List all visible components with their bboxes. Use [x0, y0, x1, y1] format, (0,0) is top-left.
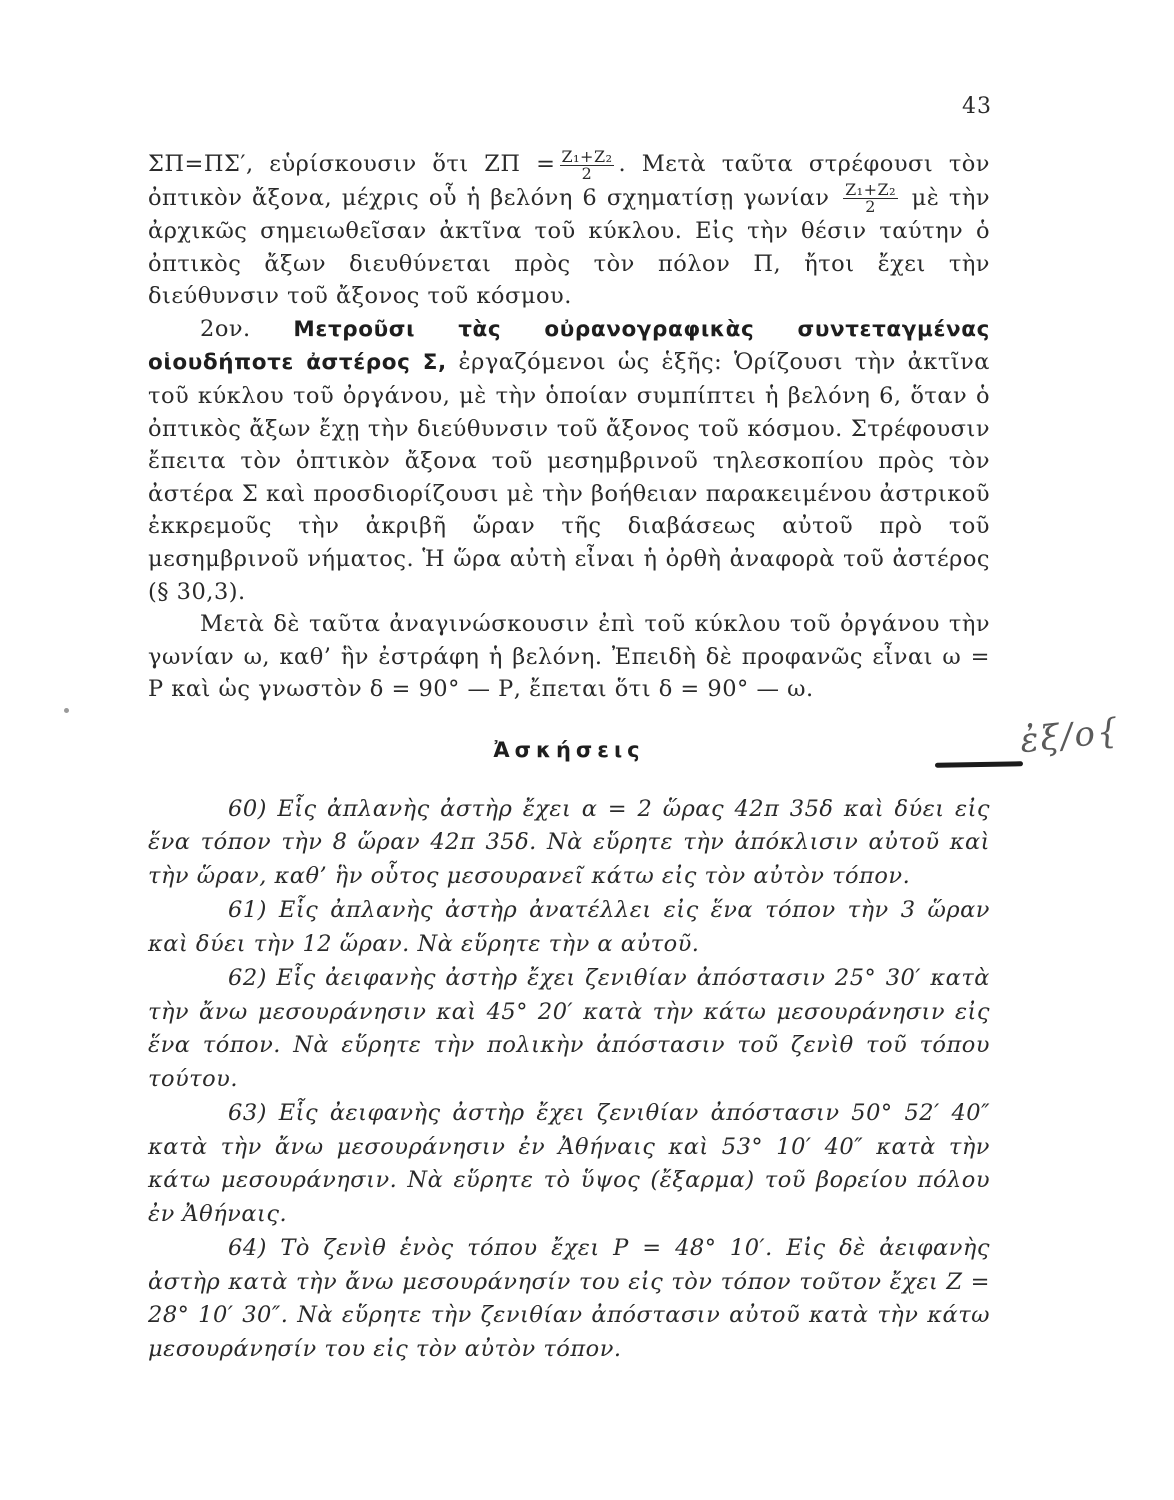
exercise-item	[148, 894, 990, 961]
fraction-numerator: Z₁+Z₂	[561, 146, 613, 166]
exercise-item	[148, 1097, 990, 1231]
exercise-number: 63)	[228, 1100, 267, 1126]
fraction-z1-z2	[560, 146, 615, 183]
second-method-paragraph	[148, 313, 990, 608]
exercise-number: 61)	[228, 897, 267, 923]
exercise-item	[148, 1232, 990, 1366]
exercise-number: 60)	[228, 795, 267, 822]
intro-text-a: ΣΠ=ΠΣ′, εὑρίσκουσιν ὅτι ΖΠ =	[148, 151, 556, 177]
page-number: 43	[962, 94, 992, 119]
ink-strike-mark	[935, 761, 1023, 768]
exercise-text: Τὸ ζενὶθ ἑνὸς τόπου ἔχει Ρ = 48° 10′. Εἰς δὲ ἀειφανὴς ἀστὴρ κατὰ τὴν ἄνω μεσουράνησίν του εἰς τὸν τόπον τοῦτον ἔχει Ζ = 28° 10′ 30″. Νὰ εὕρητε τὴν ζενιθίαν ἀπόστασιν αὐτοῦ κατὰ τὴν κάτω μεσουράνησίν του εἰς τὸν αὐτὸν τόπον.	[148, 1235, 990, 1362]
exercise-number: 64)	[228, 1235, 267, 1261]
main-text	[148, 148, 990, 1366]
second-method-text: ἐργαζόμενοι ὡς ἑξῆς: Ὁρίζουσι τὴν ἀκτῖνα τοῦ κύκλου τοῦ ὀργάνου, μὲ τὴν ὁποίαν συμπίπτει ἡ βελόνη 6, ὅταν ὁ ὀπτικὸς ἄξων ἔχῃ τὴν διεύθυνσιν τοῦ ἄξονος τοῦ κόσμου. Στρέφουσιν ἔπειτα τὸν ὀπτικὸν ἄξονα τοῦ μεσημβρινοῦ τηλεσκοπίου πρὸς τὸν ἀστέρα Σ καὶ προσδιορίζουσι μὲ τὴν βοήθειαν παρακειμένου ἀστρικοῦ ἐκκρεμοῦς τὴν ἀκριβῆ ὥραν τῆς διαβάσεως αὐτοῦ πρὸ τοῦ μεσημβρινοῦ νήματος. Ἡ ὥρα αὐτὴ εἶναι ἡ ὀρθὴ ἀναφορὰ τοῦ ἀστέρος (§ 30,3).	[148, 349, 990, 605]
section-number: 2ον.	[200, 315, 251, 342]
intro-text-c: μὲ τὴν ἀρχικῶς σημειωθεῖσαν ἀκτῖνα τοῦ κύκλου. Εἰς τὴν θέσιν ταύτην ὁ ὀπτικὸς ἄξων διευθύνεται πρὸς τὸν πόλον Π, ἤτοι ἔχει τὴν διεύθυνσιν τοῦ ἄξονος τοῦ κόσμου.	[148, 184, 991, 310]
fraction-numerator: Z₁+Z₂	[845, 180, 897, 199]
bold-heading-text: Μετροῦσι τὰς οὐρανογραφικὰς συντεταγμένας οἱουδήποτε ἀστέρος Σ,	[148, 316, 990, 376]
ink-speck	[64, 708, 69, 713]
exercises-heading: Ἀσκήσεις	[493, 737, 645, 762]
fraction-denominator: 2	[865, 197, 876, 216]
exercise-text: Εἷς ἀπλανὴς ἀστὴρ ἔχει α = 2 ὥρας 42π 35δ καὶ δύει εἰς ἕνα τόπον τὴν 8 ὥραν 42π 35δ. Νὰ εὕρητε τὴν ἀπόκλισιν αὐτοῦ καὶ τὴν ὥραν, καθ’ ἣν οὗτος μεσουρανεῖ κάτω εἰς τὸν αὐτὸν τόπον.	[148, 795, 990, 889]
exercise-number: 62)	[228, 965, 267, 991]
exercise-item	[148, 793, 990, 894]
intro-text-b: . Μετὰ ταῦτα στρέφουσι τὸν ὀπτικὸν ἄξονα, μέχρις οὗ ἡ βελόνη 6 σχηματίσῃ γωνίαν	[148, 151, 990, 211]
exercise-text: Εἷς ἀπλανὴς ἀστὴρ ἀνατέλλει εἰς ἕνα τόπον τὴν 3 ὥραν καὶ δύει τὴν 12 ὥραν. Νὰ εὕρητε τὴν α αὐτοῦ.	[148, 897, 990, 957]
handwritten-margin-note: ἐξ/ο{	[1018, 710, 1123, 762]
third-paragraph: Μετὰ δὲ ταῦτα ἀναγινώσκουσιν ἐπὶ τοῦ κύκλου τοῦ ὀργάνου τὴν γωνίαν ω, καθ’ ἣν ἐστράφη ἡ βελόνη. Ἐπειδὴ δὲ προφανῶς εἶναι ω = Ρ καὶ ὡς γνωστὸν δ = 90° — Ρ, ἔπεται ὅτι δ = 90° — ω.	[148, 611, 990, 703]
exercise-text: Εἷς ἀειφανὴς ἀστὴρ ἔχει ζενιθίαν ἀπόστασιν 50° 52′ 40″ κατὰ τὴν ἄνω μεσουράνησιν ἐν Ἀθήναις καὶ 53° 10′ 40″ κατὰ τὴν κάτω μεσουράνησιν. Νὰ εὕρητε τὸ ὕψος (ἔξαρμα) τοῦ βορείου πόλου ἐν Ἀθήναις.	[148, 1100, 990, 1227]
fraction-denominator: 2	[581, 163, 593, 183]
fraction-z1-z2-second	[843, 182, 898, 215]
exercise-item	[148, 962, 990, 1096]
intro-paragraph	[148, 148, 990, 313]
exercise-text: Εἷς ἀειφανὴς ἀστὴρ ἔχει ζενιθίαν ἀπόστασιν 25° 30′ κατὰ τὴν ἄνω μεσουράνησιν καὶ 45° 20′ κατὰ τὴν κάτω μεσουράνησιν εἰς ἕνα τόπον. Νὰ εὕρητε τὴν πολικὴν ἀπόστασιν τοῦ ζενὶθ τοῦ τόπου τούτου.	[148, 965, 991, 1092]
